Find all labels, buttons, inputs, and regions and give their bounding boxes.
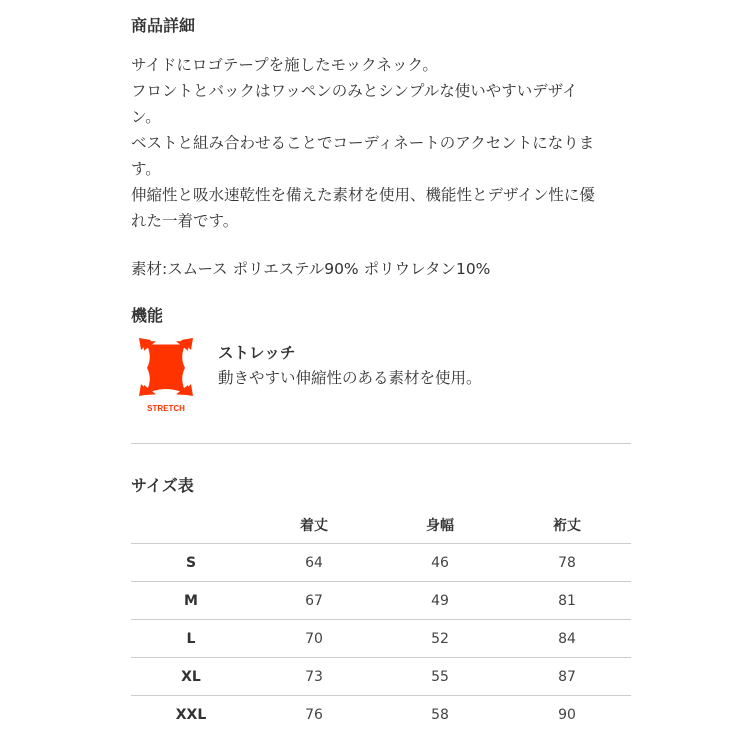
table-row [131,696,631,734]
table-cell: 64 [251,544,377,582]
table-row [131,582,631,620]
product-description [131,52,631,234]
table-row [131,658,631,696]
details-heading: 商品詳細 [131,16,196,35]
size-label: XXL [175,706,207,723]
table-header-row [131,506,631,544]
size-label: S [131,544,251,582]
table-cell: 58 [431,706,449,723]
section-divider [131,443,631,444]
column-header: 着丈 [251,506,377,544]
size-table [131,506,631,733]
description-line: ン。 [131,108,161,126]
description-line: ベストと組み合わせることでコーディネートのアクセントになりま [131,134,595,152]
table-cell: 70 [251,620,377,658]
table-cell: 84 [503,620,631,658]
column-header: 裄丈 [503,506,631,544]
table-cell: 52 [377,620,503,658]
stretch-icon-label: STRETCH [147,404,185,413]
description-line: れた一着です。 [131,212,239,230]
table-cell: 55 [377,658,503,696]
table-cell: 76 [305,706,323,723]
table-cell: 78 [503,544,631,582]
table-row [131,544,631,582]
size-label: M [131,582,251,620]
description-line: サイドにロゴテープを施したモックネック。 [131,56,438,74]
table-cell: 87 [503,658,631,696]
table-cell: 73 [251,658,377,696]
feature-description: 動きやすい伸縮性のある素材を使用。 [218,369,482,387]
table-cell: 90 [558,706,576,723]
description-line: 伸縮性と吸水速乾性を備えた素材を使用、機能性とデザイン性に優 [131,186,595,204]
table-cell: 67 [251,582,377,620]
material-text: 素材:スムース ポリエステル90% ポリウレタン10% [131,260,491,278]
size-label: L [131,620,251,658]
table-cell: 49 [377,582,503,620]
size-chart-heading: サイズ表 [131,476,194,495]
stretch-icon [133,336,199,416]
description-line: す。 [131,160,161,178]
stretch-shape [143,341,189,396]
column-header [131,506,251,544]
description-line: フロントとバックはワッペンのみとシンプルな使いやすいデザイ [131,82,578,100]
table-cell: 46 [377,544,503,582]
size-label: XL [131,658,251,696]
feature-name: ストレッチ [218,344,296,362]
function-heading: 機能 [131,306,164,325]
table-row [131,620,631,658]
column-header: 身幅 [377,506,503,544]
table-cell: 81 [503,582,631,620]
